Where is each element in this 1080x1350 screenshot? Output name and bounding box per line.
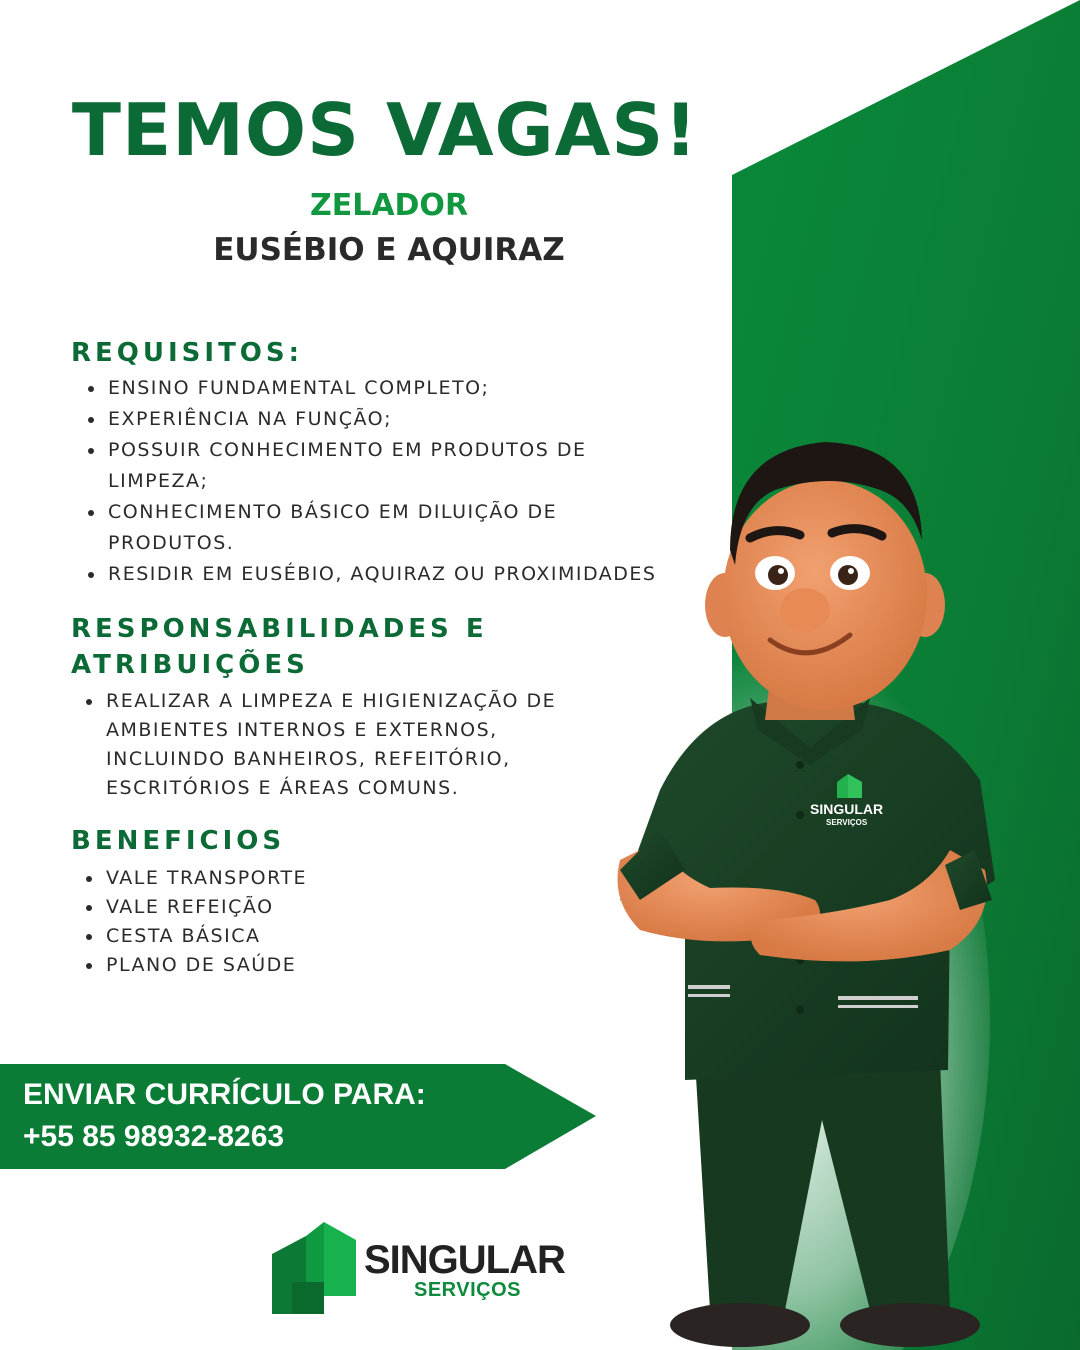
list-item: CESTA BÁSICA [84, 922, 604, 951]
requirements-list [86, 373, 686, 590]
page-title: TEMOS VAGAS! [71, 88, 699, 172]
list-item: POSSUIR CONHECIMENTO EM PRODUTOS DE LIMPEZA; [86, 435, 608, 497]
list-item: RESIDIR EM EUSÉBIO, AQUIRAZ OU PROXIMIDADES [86, 559, 686, 590]
job-role: ZELADOR [309, 188, 469, 223]
job-location: EUSÉBIO E AQUIRAZ [213, 232, 565, 268]
mascot-janitor-illustration [600, 430, 1020, 1350]
list-item: VALE TRANSPORTE [84, 864, 604, 893]
shirt-logo-text: SINGULAR [810, 801, 884, 817]
list-item: REALIZAR A LIMPEZA E HIGIENIZAÇÃO DE AMBIENTES INTERNOS E EXTERNOS, INCLUINDO BANHEIROS, REFEITÓRIO, ESCRITÓRIOS E ÁREAS COMUNS. [84, 687, 566, 803]
list-item: CONHECIMENTO BÁSICO EM DILUIÇÃO DE PRODUTOS. [86, 497, 588, 559]
cta-phone[interactable]: +55 85 98932-8263 [23, 1120, 285, 1153]
list-item: ENSINO FUNDAMENTAL COMPLETO; [86, 373, 686, 404]
cta-label: ENVIAR CURRÍCULO PARA: [23, 1078, 426, 1111]
logo-name: SINGULAR [364, 1238, 565, 1282]
benefits-list [84, 864, 604, 980]
responsibilities-list [84, 687, 604, 803]
list-item: EXPERIÊNCIA NA FUNÇÃO; [86, 404, 686, 435]
list-item: VALE REFEIÇÃO [84, 893, 604, 922]
list-item: PLANO DE SAÚDE [84, 951, 604, 980]
requirements-heading: REQUISITOS: [71, 338, 304, 368]
shirt-logo-subtitle: SERVIÇOS [826, 818, 868, 827]
responsibilities-heading-line2: ATRIBUIÇÕES [71, 650, 309, 680]
logo-subtitle: SERVIÇOS [414, 1279, 521, 1301]
singular-logo-icon [272, 1222, 358, 1314]
responsibilities-heading [71, 611, 488, 683]
responsibilities-heading-line1: RESPONSABILIDADES E [71, 614, 488, 644]
benefits-heading: BENEFICIOS [71, 826, 286, 856]
